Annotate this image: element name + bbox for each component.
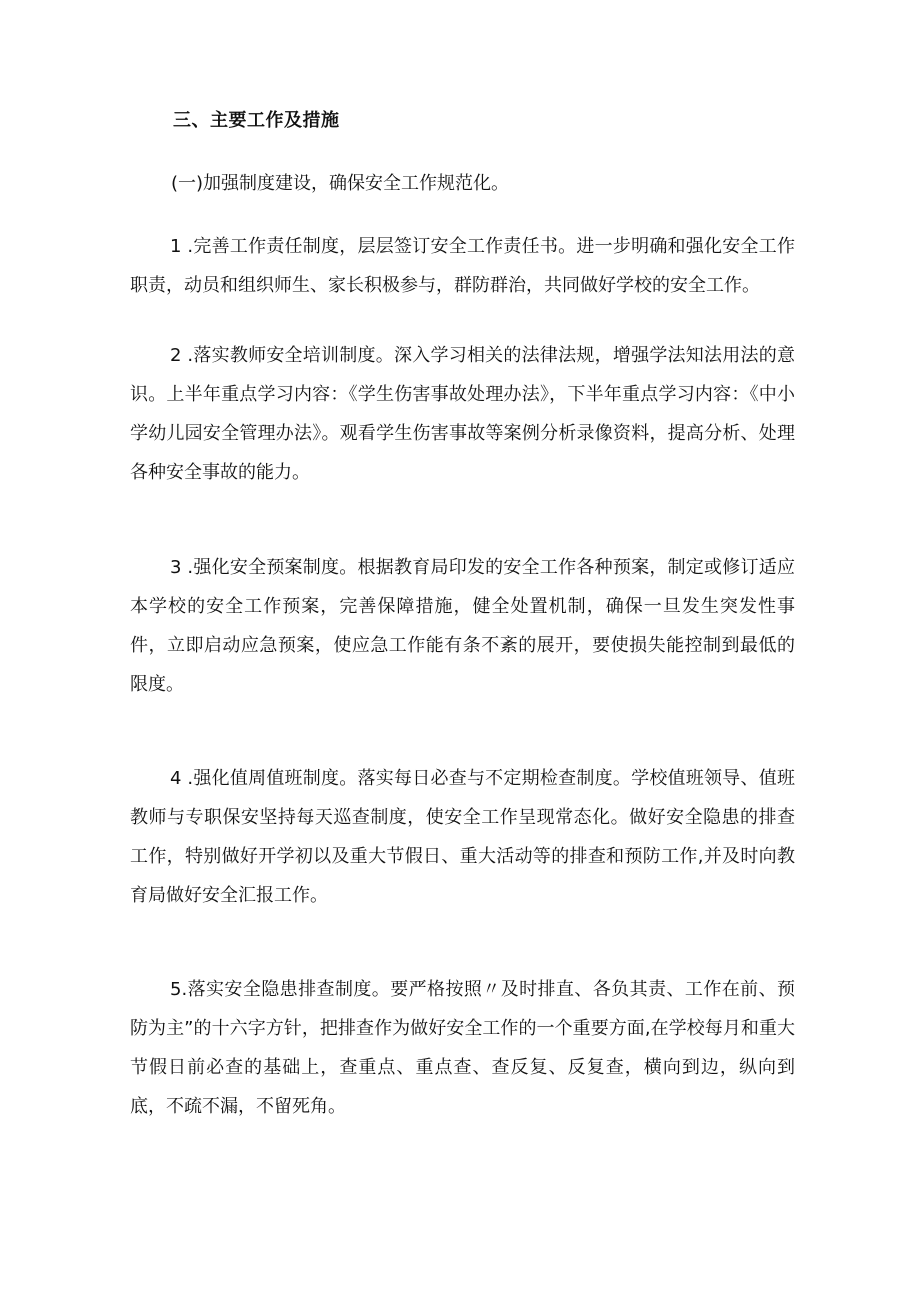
section-heading: 三、主要工作及措施 xyxy=(173,110,340,131)
paragraph-4: 4 .强化值周值班制度。落实每日必查与不定期检查制度。学校值班领导、值班教师与专职保安坚持每天巡查制度，使安全工作呈现常态化。做好安全隐患的排查工作，特别做好开学初以及重大节假日、重大活动等的排查和预防工作,并及时向教育局做好安全汇报工作。 xyxy=(130,768,795,906)
paragraph-2: 2 .落实教师安全培训制度。深入学习相关的法律法规，增强学法知法用法的意识。上半年重点学习内容：《学生伤害事故处理办法》，下半年重点学习内容：《中小学幼儿园安全管理办法》。观看学生伤害事故等案例分析录像资料，提高分析、处理各种安全事故的能力。 xyxy=(130,345,795,483)
paragraph-3: 3 .强化安全预案制度。根据教育局印发的安全工作各种预案，制定或修订适应本学校的安全工作预案，完善保障措施，健全处置机制，确保一旦发生突发性事件，立即启动应急预案，使应急工作能有条不紊的展开，要使损失能控制到最低的限度。 xyxy=(130,557,795,695)
subsection-heading: (一)加强制度建设，确保安全工作规范化。 xyxy=(171,173,510,194)
paragraph-5: 5.落实安全隐患排查制度。要严格按照〃及时排直、各负其责、工作在前、预防为主”的十六字方针，把排查作为做好安全工作的一个重要方面,在学校每月和重大节假日前必查的基础上，查重点、重点查、查反复、反复查，横向到边，纵向到底，不疏不漏，不留死角。 xyxy=(130,979,795,1117)
paragraph-1: 1 .完善工作责任制度，层层签订安全工作责任书。进一步明确和强化安全工作职责，动员和组织师生、家长积极参与，群防群治，共同做好学校的安全工作。 xyxy=(130,236,795,296)
